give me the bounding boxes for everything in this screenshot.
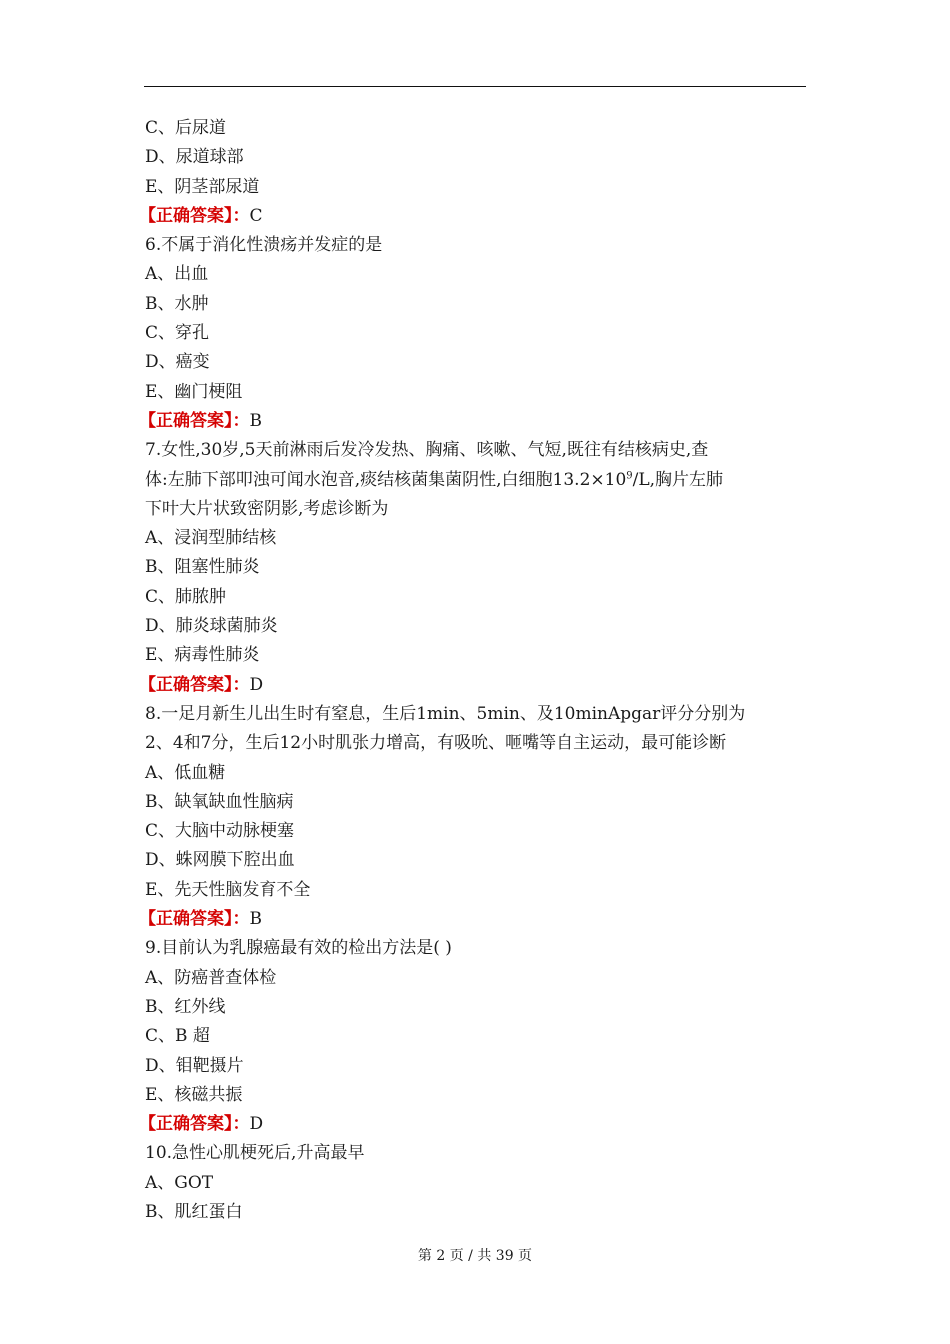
answer-label: 【正确答案】： bbox=[139, 205, 250, 226]
stem-text: 体:左肺下部叩浊可闻水泡音,痰结核菌集菌阴性,白细胞13.2×10 bbox=[145, 469, 627, 490]
option-line: C、B 超 bbox=[145, 1026, 210, 1047]
option-line: D、尿道球部 bbox=[145, 147, 244, 168]
option-line: E、先天性脑发育不全 bbox=[145, 879, 311, 900]
question-stem: 9.目前认为乳腺癌最有效的检出方法是( ) bbox=[145, 938, 452, 959]
question-stem bbox=[145, 466, 807, 495]
stem-text: /L,胸片左肺 bbox=[632, 469, 724, 490]
question-stem: 8.一足月新生儿出生时有窒息，生后1min、5min、及10minApgar评分分别为 bbox=[145, 703, 746, 724]
answer-line bbox=[139, 1110, 807, 1139]
answer-label: 【正确答案】： bbox=[139, 674, 250, 695]
superscript-exponent: 9 bbox=[626, 469, 633, 481]
question-stem: 2、4和7分，生后12小时肌张力增高，有吸吮、咂嘴等自主运动，最可能诊断 bbox=[145, 733, 727, 754]
question-stem: 6.不属于消化性溃疡并发症的是 bbox=[145, 235, 383, 256]
option-line: A、出血 bbox=[145, 264, 209, 285]
answer-value: D bbox=[249, 674, 264, 695]
page-content bbox=[139, 114, 807, 1227]
option-line: C、肺脓肿 bbox=[145, 586, 227, 607]
option-line: C、穿孔 bbox=[145, 323, 210, 344]
option-line: D、癌变 bbox=[145, 352, 210, 373]
answer-line bbox=[139, 202, 807, 231]
option-line: C、大脑中动脉梗塞 bbox=[145, 821, 295, 842]
option-line: C、后尿道 bbox=[145, 118, 227, 138]
option-line: B、缺氧缺血性脑病 bbox=[145, 791, 294, 812]
page-footer: 第 2 页 / 共 39 页 bbox=[417, 1248, 533, 1264]
answer-value: B bbox=[249, 410, 262, 431]
answer-value: D bbox=[249, 1114, 264, 1135]
option-line: A、GOT bbox=[145, 1172, 214, 1193]
option-line: B、肌红蛋白 bbox=[145, 1201, 243, 1222]
option-line: B、阻塞性肺炎 bbox=[145, 557, 260, 578]
option-line: A、浸润型肺结核 bbox=[145, 528, 277, 549]
option-line: E、核磁共振 bbox=[145, 1084, 243, 1105]
header-rule bbox=[144, 86, 806, 87]
option-line: D、钼靶摄片 bbox=[145, 1055, 244, 1076]
question-stem: 10.急性心肌梗死后,升高最早 bbox=[145, 1143, 365, 1164]
option-line: D、蛛网膜下腔出血 bbox=[145, 850, 295, 871]
answer-label: 【正确答案】： bbox=[139, 1114, 250, 1135]
answer-value: B bbox=[249, 909, 262, 930]
answer-line bbox=[139, 407, 807, 436]
answer-label: 【正确答案】： bbox=[139, 410, 250, 431]
question-stem: 7.女性,30岁,5天前淋雨后发冷发热、胸痛、咳嗽、气短,既往有结核病史,查 bbox=[145, 440, 709, 461]
answer-value: C bbox=[249, 205, 263, 226]
option-line: B、红外线 bbox=[145, 996, 226, 1017]
option-line: E、阴茎部尿道 bbox=[145, 176, 260, 197]
option-line: E、幽门梗阻 bbox=[145, 381, 243, 402]
answer-label: 【正确答案】： bbox=[139, 909, 250, 930]
option-line: B、水肿 bbox=[145, 293, 209, 314]
option-line: A、防癌普查体检 bbox=[145, 967, 277, 988]
option-line: D、肺炎球菌肺炎 bbox=[145, 616, 278, 637]
option-line: A、低血糖 bbox=[145, 762, 226, 783]
answer-line bbox=[139, 905, 807, 934]
answer-line bbox=[139, 671, 807, 700]
question-stem: 下叶大片状致密阴影,考虑诊断为 bbox=[145, 498, 389, 519]
option-line: E、病毒性肺炎 bbox=[145, 645, 260, 666]
